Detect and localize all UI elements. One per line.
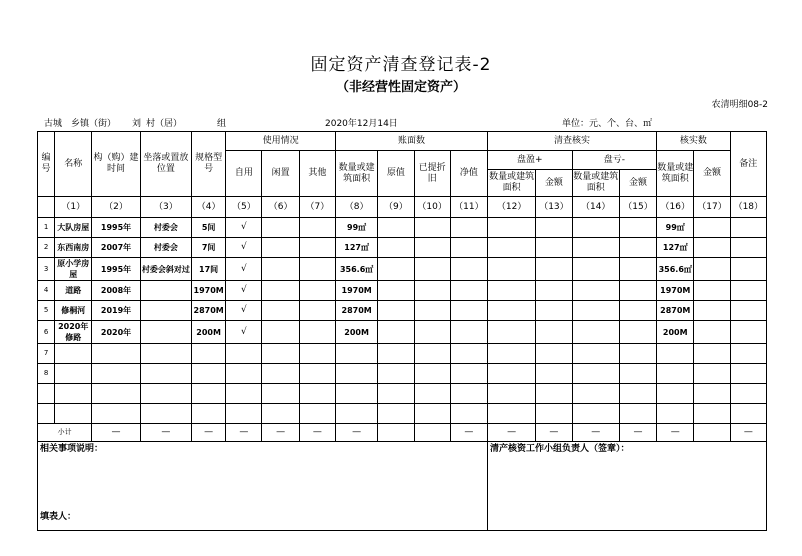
asset-name: 道路 bbox=[55, 281, 92, 301]
build-time bbox=[92, 404, 140, 424]
subtotal-dash: — bbox=[262, 424, 299, 442]
location bbox=[140, 344, 191, 364]
column-number-blank bbox=[38, 197, 55, 218]
self-use-check: √ bbox=[226, 218, 262, 238]
empty-cell bbox=[378, 281, 414, 301]
verified-qty bbox=[657, 344, 694, 364]
empty-cell bbox=[378, 238, 414, 258]
book-qty: 200M bbox=[335, 321, 377, 344]
subtotal-row bbox=[38, 424, 767, 442]
empty-cell bbox=[536, 218, 572, 238]
empty-cell bbox=[488, 344, 536, 364]
header-other: 其他 bbox=[299, 151, 335, 197]
empty-cell bbox=[450, 404, 487, 424]
build-time bbox=[92, 384, 140, 404]
header-original: 原值 bbox=[378, 151, 414, 197]
build-time bbox=[92, 344, 140, 364]
book-qty: 1970M bbox=[335, 281, 377, 301]
empty-cell bbox=[299, 301, 335, 321]
row-number: 1 bbox=[38, 218, 55, 238]
signer-box bbox=[488, 442, 767, 531]
build-time: 2007年 bbox=[92, 238, 140, 258]
spec: 1970M bbox=[192, 281, 226, 301]
header-name: 名称 bbox=[55, 132, 92, 197]
verified-qty bbox=[657, 384, 694, 404]
table-row bbox=[38, 218, 767, 238]
table-row bbox=[38, 301, 767, 321]
subtotal-dash: — bbox=[226, 424, 262, 442]
empty-cell bbox=[450, 281, 487, 301]
empty-cell bbox=[450, 301, 487, 321]
book-qty: 127㎡ bbox=[335, 238, 377, 258]
column-number: （2） bbox=[92, 197, 140, 218]
empty-cell bbox=[414, 281, 450, 301]
spec: 2870M bbox=[192, 301, 226, 321]
empty-cell bbox=[694, 364, 730, 384]
empty-cell bbox=[488, 404, 536, 424]
location: 村委会 bbox=[140, 238, 191, 258]
spec bbox=[192, 364, 226, 384]
empty-cell bbox=[694, 281, 730, 301]
empty-cell bbox=[414, 238, 450, 258]
notes-label: 相关事项说明： bbox=[40, 444, 104, 454]
empty-cell bbox=[378, 321, 414, 344]
empty-cell bbox=[730, 404, 766, 424]
column-number: （11） bbox=[450, 197, 487, 218]
empty-cell bbox=[262, 344, 299, 364]
empty-cell bbox=[488, 384, 536, 404]
location bbox=[140, 404, 191, 424]
page-title: 固定资产清查登记表-2 bbox=[310, 55, 492, 75]
subtotal-dash: — bbox=[450, 424, 487, 442]
empty-cell bbox=[572, 218, 619, 238]
column-number: （1） bbox=[55, 197, 92, 218]
column-number: （9） bbox=[378, 197, 414, 218]
empty-cell bbox=[730, 364, 766, 384]
header-surplus: 盘盈+ bbox=[488, 151, 573, 170]
spec: 17间 bbox=[192, 258, 226, 281]
column-number: （6） bbox=[262, 197, 299, 218]
header-idle: 闲置 bbox=[262, 151, 299, 197]
header-depreciation: 已提折旧 bbox=[414, 151, 450, 197]
header-book-qty: 数量或建筑面积 bbox=[335, 151, 377, 197]
empty-cell bbox=[488, 321, 536, 344]
location bbox=[140, 364, 191, 384]
header-verified: 核实数 bbox=[657, 132, 731, 151]
asset-table bbox=[37, 131, 767, 531]
column-number: （3） bbox=[140, 197, 191, 218]
build-time bbox=[92, 364, 140, 384]
empty-cell bbox=[730, 218, 766, 238]
empty-cell bbox=[262, 238, 299, 258]
subtotal-dash: — bbox=[657, 424, 694, 442]
empty-cell bbox=[450, 344, 487, 364]
verified-qty bbox=[657, 364, 694, 384]
table-row bbox=[38, 384, 767, 404]
empty-cell bbox=[619, 258, 656, 281]
column-number-row bbox=[38, 197, 767, 218]
spec bbox=[192, 344, 226, 364]
column-number: （17） bbox=[694, 197, 730, 218]
empty-cell bbox=[262, 218, 299, 238]
header-deficit-qty: 数量或建筑面积 bbox=[572, 170, 619, 197]
book-qty bbox=[335, 364, 377, 384]
empty-cell bbox=[378, 258, 414, 281]
subtotal-dash: — bbox=[730, 424, 766, 442]
empty-cell bbox=[572, 321, 619, 344]
location: 村委会 bbox=[140, 218, 191, 238]
row-number bbox=[38, 404, 55, 424]
verified-qty: 1970M bbox=[657, 281, 694, 301]
table-row bbox=[38, 364, 767, 384]
subtotal-dash: — bbox=[140, 424, 191, 442]
empty-cell bbox=[694, 384, 730, 404]
empty-cell bbox=[619, 404, 656, 424]
build-time: 1995年 bbox=[92, 218, 140, 238]
empty-cell bbox=[414, 364, 450, 384]
location: 村委会斜对过 bbox=[140, 258, 191, 281]
empty-cell bbox=[730, 301, 766, 321]
empty-cell bbox=[378, 218, 414, 238]
self-use-check: √ bbox=[226, 258, 262, 281]
empty-cell bbox=[299, 404, 335, 424]
column-number: （15） bbox=[619, 197, 656, 218]
self-use-check: √ bbox=[226, 281, 262, 301]
empty-cell bbox=[694, 238, 730, 258]
header-remark: 备注 bbox=[730, 132, 766, 197]
empty-cell bbox=[450, 258, 487, 281]
empty-cell bbox=[262, 258, 299, 281]
header-spec: 规格型号 bbox=[192, 132, 226, 197]
location bbox=[140, 384, 191, 404]
empty-cell bbox=[694, 344, 730, 364]
empty-cell bbox=[694, 218, 730, 238]
subtotal-dash: — bbox=[92, 424, 140, 442]
empty-cell bbox=[488, 364, 536, 384]
signer-label: 清产核资工作小组负责人（签章）： bbox=[490, 444, 630, 454]
empty-cell bbox=[572, 364, 619, 384]
empty-cell bbox=[414, 344, 450, 364]
table-row bbox=[38, 281, 767, 301]
empty-cell bbox=[536, 384, 572, 404]
empty-cell bbox=[488, 238, 536, 258]
build-time: 2019年 bbox=[92, 301, 140, 321]
header-deficit-amount: 金额 bbox=[619, 170, 656, 197]
group-label: 组 bbox=[217, 119, 227, 129]
column-number: （5） bbox=[226, 197, 262, 218]
empty-cell bbox=[488, 301, 536, 321]
empty-cell bbox=[299, 238, 335, 258]
empty-cell bbox=[262, 364, 299, 384]
asset-name: 2020年修路 bbox=[55, 321, 92, 344]
township-value: 古城 bbox=[44, 119, 63, 129]
spec: 200M bbox=[192, 321, 226, 344]
header-location: 坐落或置放位置 bbox=[140, 132, 191, 197]
header-book: 账面数 bbox=[335, 132, 487, 151]
verified-qty: 99㎡ bbox=[657, 218, 694, 238]
row-number: 2 bbox=[38, 238, 55, 258]
table-row bbox=[38, 258, 767, 281]
asset-name: 修桐河 bbox=[55, 301, 92, 321]
row-number: 3 bbox=[38, 258, 55, 281]
column-number: （14） bbox=[572, 197, 619, 218]
column-number: （13） bbox=[536, 197, 572, 218]
row-number: 7 bbox=[38, 344, 55, 364]
empty-cell bbox=[488, 281, 536, 301]
table-row bbox=[38, 238, 767, 258]
header-surplus-amount: 金额 bbox=[536, 170, 572, 197]
empty-cell bbox=[730, 281, 766, 301]
self-use-check: √ bbox=[226, 238, 262, 258]
header-deficit: 盘亏- bbox=[572, 151, 657, 170]
book-qty bbox=[335, 404, 377, 424]
header-surplus-qty: 数量或建筑面积 bbox=[488, 170, 536, 197]
verified-qty: 2870M bbox=[657, 301, 694, 321]
column-number: （18） bbox=[730, 197, 766, 218]
header-audit: 清查核实 bbox=[488, 132, 657, 151]
empty-cell bbox=[299, 218, 335, 238]
asset-name bbox=[55, 364, 92, 384]
date: 2020年12月14日 bbox=[325, 119, 398, 129]
empty-cell bbox=[262, 321, 299, 344]
empty-cell bbox=[378, 404, 414, 424]
self-use-check: √ bbox=[226, 301, 262, 321]
column-number: （8） bbox=[335, 197, 377, 218]
village-label: 村（居） bbox=[146, 119, 183, 129]
asset-name: 东西南房 bbox=[55, 238, 92, 258]
empty-cell bbox=[299, 364, 335, 384]
book-qty: 2870M bbox=[335, 301, 377, 321]
spec: 5间 bbox=[192, 218, 226, 238]
asset-name bbox=[55, 404, 92, 424]
spec bbox=[192, 384, 226, 404]
empty-cell bbox=[694, 258, 730, 281]
asset-name: 原小学房屋 bbox=[55, 258, 92, 281]
book-qty: 99㎡ bbox=[335, 218, 377, 238]
empty-cell bbox=[694, 301, 730, 321]
form-code: 农清明细08-2 bbox=[711, 100, 768, 110]
build-time: 2020年 bbox=[92, 321, 140, 344]
book-qty bbox=[335, 344, 377, 364]
spec bbox=[192, 404, 226, 424]
row-number: 8 bbox=[38, 364, 55, 384]
row-number: 6 bbox=[38, 321, 55, 344]
verified-qty: 127㎡ bbox=[657, 238, 694, 258]
unit: 单位：元、个、台、㎡ bbox=[562, 119, 653, 129]
empty-cell bbox=[378, 344, 414, 364]
empty-cell bbox=[299, 321, 335, 344]
empty-cell bbox=[488, 218, 536, 238]
empty-cell bbox=[262, 404, 299, 424]
empty-cell bbox=[536, 258, 572, 281]
empty-cell bbox=[619, 281, 656, 301]
verified-qty: 356.6㎡ bbox=[657, 258, 694, 281]
subtotal-dash: — bbox=[192, 424, 226, 442]
empty-cell bbox=[730, 384, 766, 404]
empty-cell bbox=[619, 238, 656, 258]
asset-name: 大队房屋 bbox=[55, 218, 92, 238]
empty-cell bbox=[378, 301, 414, 321]
asset-name bbox=[55, 344, 92, 364]
self-use-check: √ bbox=[226, 321, 262, 344]
empty-cell bbox=[730, 321, 766, 344]
empty-cell bbox=[619, 218, 656, 238]
empty-cell bbox=[378, 424, 414, 442]
header-usage: 使用情况 bbox=[226, 132, 336, 151]
empty-cell bbox=[378, 384, 414, 404]
header-self-use: 自用 bbox=[226, 151, 262, 197]
row-number: 4 bbox=[38, 281, 55, 301]
empty-cell bbox=[450, 218, 487, 238]
subtotal-dash: — bbox=[335, 424, 377, 442]
verified-qty bbox=[657, 404, 694, 424]
row-number bbox=[38, 384, 55, 404]
empty-cell bbox=[694, 424, 730, 442]
empty-cell bbox=[694, 404, 730, 424]
self-use-check bbox=[226, 364, 262, 384]
empty-cell bbox=[299, 384, 335, 404]
subtotal-dash: — bbox=[299, 424, 335, 442]
empty-cell bbox=[450, 321, 487, 344]
header-net: 净值 bbox=[450, 151, 487, 197]
empty-cell bbox=[730, 344, 766, 364]
empty-cell bbox=[488, 258, 536, 281]
empty-cell bbox=[619, 344, 656, 364]
book-qty bbox=[335, 384, 377, 404]
notes-box bbox=[38, 442, 488, 531]
table-row bbox=[38, 344, 767, 364]
empty-cell bbox=[414, 404, 450, 424]
self-use-check bbox=[226, 404, 262, 424]
empty-cell bbox=[572, 301, 619, 321]
empty-cell bbox=[262, 301, 299, 321]
build-time: 2008年 bbox=[92, 281, 140, 301]
header-no: 编号 bbox=[38, 132, 55, 197]
empty-cell bbox=[536, 364, 572, 384]
empty-cell bbox=[572, 384, 619, 404]
table-row bbox=[38, 404, 767, 424]
empty-cell bbox=[536, 321, 572, 344]
empty-cell bbox=[450, 238, 487, 258]
column-number: （7） bbox=[299, 197, 335, 218]
empty-cell bbox=[414, 384, 450, 404]
empty-cell bbox=[619, 364, 656, 384]
township-label: 乡镇（街） bbox=[71, 119, 117, 129]
column-number: （4） bbox=[192, 197, 226, 218]
village-value: 刘 bbox=[132, 119, 142, 129]
empty-cell bbox=[572, 281, 619, 301]
meta-line bbox=[0, 116, 802, 130]
empty-cell bbox=[536, 301, 572, 321]
column-number: （16） bbox=[657, 197, 694, 218]
column-number: （10） bbox=[414, 197, 450, 218]
empty-cell bbox=[414, 424, 450, 442]
empty-cell bbox=[619, 301, 656, 321]
empty-cell bbox=[572, 258, 619, 281]
subtotal-dash: — bbox=[619, 424, 656, 442]
subtotal-dash: — bbox=[572, 424, 619, 442]
empty-cell bbox=[414, 218, 450, 238]
empty-cell bbox=[572, 238, 619, 258]
row-number: 5 bbox=[38, 301, 55, 321]
verified-qty: 200M bbox=[657, 321, 694, 344]
empty-cell bbox=[572, 404, 619, 424]
empty-cell bbox=[694, 321, 730, 344]
empty-cell bbox=[730, 238, 766, 258]
header-verified-qty: 数量或建筑面积 bbox=[657, 151, 694, 197]
empty-cell bbox=[450, 384, 487, 404]
header-verified-amount: 金额 bbox=[694, 151, 730, 197]
subtotal-dash: — bbox=[536, 424, 572, 442]
asset-name bbox=[55, 384, 92, 404]
empty-cell bbox=[536, 344, 572, 364]
empty-cell bbox=[262, 384, 299, 404]
location bbox=[140, 281, 191, 301]
empty-cell bbox=[299, 281, 335, 301]
subtotal-dash: — bbox=[488, 424, 536, 442]
spec: 7间 bbox=[192, 238, 226, 258]
self-use-check bbox=[226, 384, 262, 404]
empty-cell bbox=[572, 344, 619, 364]
column-number: （12） bbox=[488, 197, 536, 218]
empty-cell bbox=[619, 321, 656, 344]
subtotal-label: 小计 bbox=[38, 424, 92, 442]
empty-cell bbox=[299, 258, 335, 281]
empty-cell bbox=[414, 258, 450, 281]
filler-label: 填表人： bbox=[40, 512, 77, 522]
header-build-time: 构（购）建时间 bbox=[92, 132, 140, 197]
page-subtitle: （非经营性固定资产） bbox=[335, 80, 466, 95]
build-time: 1995年 bbox=[92, 258, 140, 281]
empty-cell bbox=[536, 404, 572, 424]
empty-cell bbox=[414, 301, 450, 321]
empty-cell bbox=[536, 281, 572, 301]
empty-cell bbox=[450, 364, 487, 384]
empty-cell bbox=[619, 384, 656, 404]
location bbox=[140, 301, 191, 321]
empty-cell bbox=[730, 258, 766, 281]
empty-cell bbox=[536, 238, 572, 258]
table-row bbox=[38, 321, 767, 344]
location bbox=[140, 321, 191, 344]
empty-cell bbox=[414, 321, 450, 344]
book-qty: 356.6㎡ bbox=[335, 258, 377, 281]
empty-cell bbox=[299, 344, 335, 364]
empty-cell bbox=[378, 364, 414, 384]
self-use-check bbox=[226, 344, 262, 364]
empty-cell bbox=[262, 281, 299, 301]
